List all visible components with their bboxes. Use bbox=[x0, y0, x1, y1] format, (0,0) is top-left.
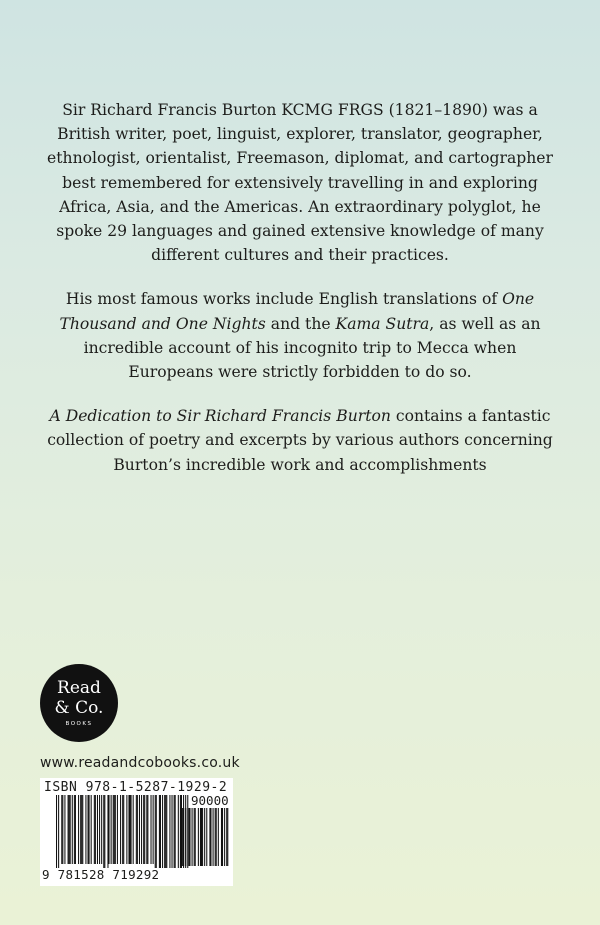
title-one-thousand-nights: One Thousand and One Nights bbox=[59, 290, 535, 333]
book-description: contains a fantastic collection of poetry and excerpts by various authors concerning Burton’s incredible work and accomplishments bbox=[47, 407, 553, 474]
barcode-bar bbox=[69, 795, 70, 864]
barcode-bar bbox=[58, 795, 59, 868]
barcode-bar bbox=[162, 795, 163, 868]
barcode-bar bbox=[137, 795, 138, 864]
addon-bar bbox=[224, 808, 225, 866]
barcode-bar bbox=[120, 795, 121, 864]
publisher-website: www.readandcobooks.co.uk bbox=[40, 755, 240, 771]
addon-bar bbox=[195, 808, 196, 866]
barcode-bar bbox=[117, 795, 118, 864]
barcode-bar bbox=[115, 795, 116, 864]
barcode-bar bbox=[174, 795, 175, 868]
barcode-bar bbox=[113, 795, 114, 864]
blurb-bio-text: Sir Richard Francis Burton KCMG FRGS (1821–1890) was a British writer, poet, linguist, explorer, translator, geographer, ethnologist, orientalist, Freemason, diplomat, and cartographer best remembered for extensively travelling in and exploring Africa, Asia, and the Americas. An extraordinary polyglot, he spoke 29 languages and gained extensive knowledge of many different cultures and their practices. bbox=[47, 101, 553, 265]
barcode-bar bbox=[144, 795, 145, 864]
barcode-bar bbox=[111, 795, 112, 864]
barcode-bar bbox=[64, 795, 65, 864]
ean-digits: 9 781528 719292 bbox=[42, 867, 160, 882]
barcode-bar bbox=[109, 795, 110, 864]
barcode-bar bbox=[153, 795, 154, 864]
logo-line-books: BOOKS bbox=[65, 721, 93, 727]
addon-bar bbox=[216, 808, 217, 866]
works-text-1: His most famous works include English translations of bbox=[65, 290, 503, 309]
addon-bar bbox=[189, 808, 190, 866]
barcode-bar bbox=[136, 795, 137, 864]
barcode-bar bbox=[61, 795, 62, 864]
barcode-bar bbox=[85, 795, 86, 864]
addon-bar bbox=[218, 808, 219, 866]
barcode-bar bbox=[68, 795, 69, 864]
barcode-bar bbox=[133, 795, 134, 864]
isbn-number: ISBN 978-1-5287-1929-2 bbox=[44, 780, 228, 795]
back-cover-blurb bbox=[40, 98, 560, 497]
barcode-bar bbox=[122, 795, 123, 864]
barcode-bar bbox=[94, 795, 95, 864]
barcode-bar bbox=[80, 795, 81, 864]
barcode-bar bbox=[72, 795, 73, 864]
barcode-bar bbox=[103, 795, 104, 868]
addon-bar bbox=[200, 808, 201, 866]
barcode-bar bbox=[88, 795, 89, 864]
barcode-bar bbox=[78, 795, 79, 864]
addon-bar bbox=[213, 808, 214, 866]
barcode-bar bbox=[99, 795, 100, 864]
barcode-bar bbox=[82, 795, 83, 864]
title-kama-sutra: Kama Sutra bbox=[335, 314, 430, 333]
works-text-2: and the bbox=[265, 314, 336, 333]
barcode-bar bbox=[130, 795, 131, 864]
publisher-logo bbox=[40, 664, 118, 742]
barcode-bar bbox=[139, 795, 140, 864]
barcode-bar bbox=[160, 795, 161, 868]
logo-line-read: Read bbox=[57, 678, 101, 698]
barcode-bar bbox=[131, 795, 132, 864]
barcode-bar bbox=[62, 795, 63, 864]
barcode-bar bbox=[159, 795, 160, 868]
isbn-barcode bbox=[40, 778, 233, 886]
addon-bar bbox=[192, 808, 193, 866]
barcode-bar bbox=[147, 795, 148, 864]
barcode-bar bbox=[181, 795, 182, 868]
barcode-bar bbox=[141, 795, 142, 864]
barcode-bar bbox=[81, 795, 82, 864]
addon-bar bbox=[194, 808, 195, 866]
addon-bar bbox=[221, 808, 222, 866]
barcode-bar bbox=[56, 795, 57, 868]
addon-bar bbox=[206, 808, 207, 866]
barcode-bar bbox=[70, 795, 71, 864]
addon-bar bbox=[180, 808, 181, 866]
barcode-bar bbox=[75, 795, 76, 864]
barcode-bar bbox=[172, 795, 173, 868]
addon-bar bbox=[204, 808, 205, 866]
book-title: A Dedication to Sir Richard Francis Burton bbox=[49, 407, 391, 426]
addon-bar bbox=[185, 808, 186, 866]
barcode-bar bbox=[156, 795, 157, 868]
blurb-paragraph-works bbox=[40, 287, 560, 384]
works-text-3: , as well as an incredible account of his incognito trip to Mecca when Europeans were strictly forbidden to do so. bbox=[83, 314, 541, 382]
barcode-bar bbox=[143, 795, 144, 864]
addon-bar bbox=[201, 808, 202, 866]
barcode-bar bbox=[187, 795, 188, 868]
barcode-bar bbox=[74, 795, 75, 864]
blurb-paragraph-book bbox=[40, 404, 560, 477]
barcode-bar bbox=[151, 795, 152, 864]
barcode-bar bbox=[123, 795, 124, 864]
barcode-bar bbox=[128, 795, 129, 864]
addon-bar bbox=[215, 808, 216, 866]
barcode-bar bbox=[166, 795, 167, 868]
barcode-bar bbox=[178, 795, 179, 868]
price-code: 90000 bbox=[191, 793, 229, 808]
barcode-bar bbox=[107, 795, 108, 868]
addon-bar bbox=[226, 808, 227, 866]
addon-bar bbox=[227, 808, 228, 866]
addon-bar bbox=[182, 808, 183, 866]
barcode-bar bbox=[175, 795, 176, 868]
barcode-bar bbox=[91, 795, 92, 864]
barcode-bar bbox=[169, 795, 170, 868]
barcode-bar bbox=[104, 795, 105, 868]
barcode-bar bbox=[97, 795, 98, 864]
barcode-bar bbox=[155, 795, 156, 868]
addon-bar bbox=[188, 808, 189, 866]
barcode-bar bbox=[146, 795, 147, 864]
barcode-bar bbox=[89, 795, 90, 864]
barcode-bar bbox=[101, 795, 102, 864]
addon-bar bbox=[222, 808, 223, 866]
addon-bar bbox=[202, 808, 203, 866]
barcode-bar bbox=[165, 795, 166, 868]
addon-bar bbox=[210, 808, 211, 866]
addon-bar bbox=[209, 808, 210, 866]
blurb-paragraph-bio bbox=[40, 98, 560, 267]
barcode-bar bbox=[126, 795, 127, 864]
logo-line-co: & Co. bbox=[54, 698, 104, 718]
barcode-bar bbox=[164, 795, 165, 868]
barcode-bar bbox=[114, 795, 115, 864]
addon-bar bbox=[183, 808, 184, 866]
addon-bar bbox=[198, 808, 199, 866]
barcode-bar bbox=[95, 795, 96, 864]
